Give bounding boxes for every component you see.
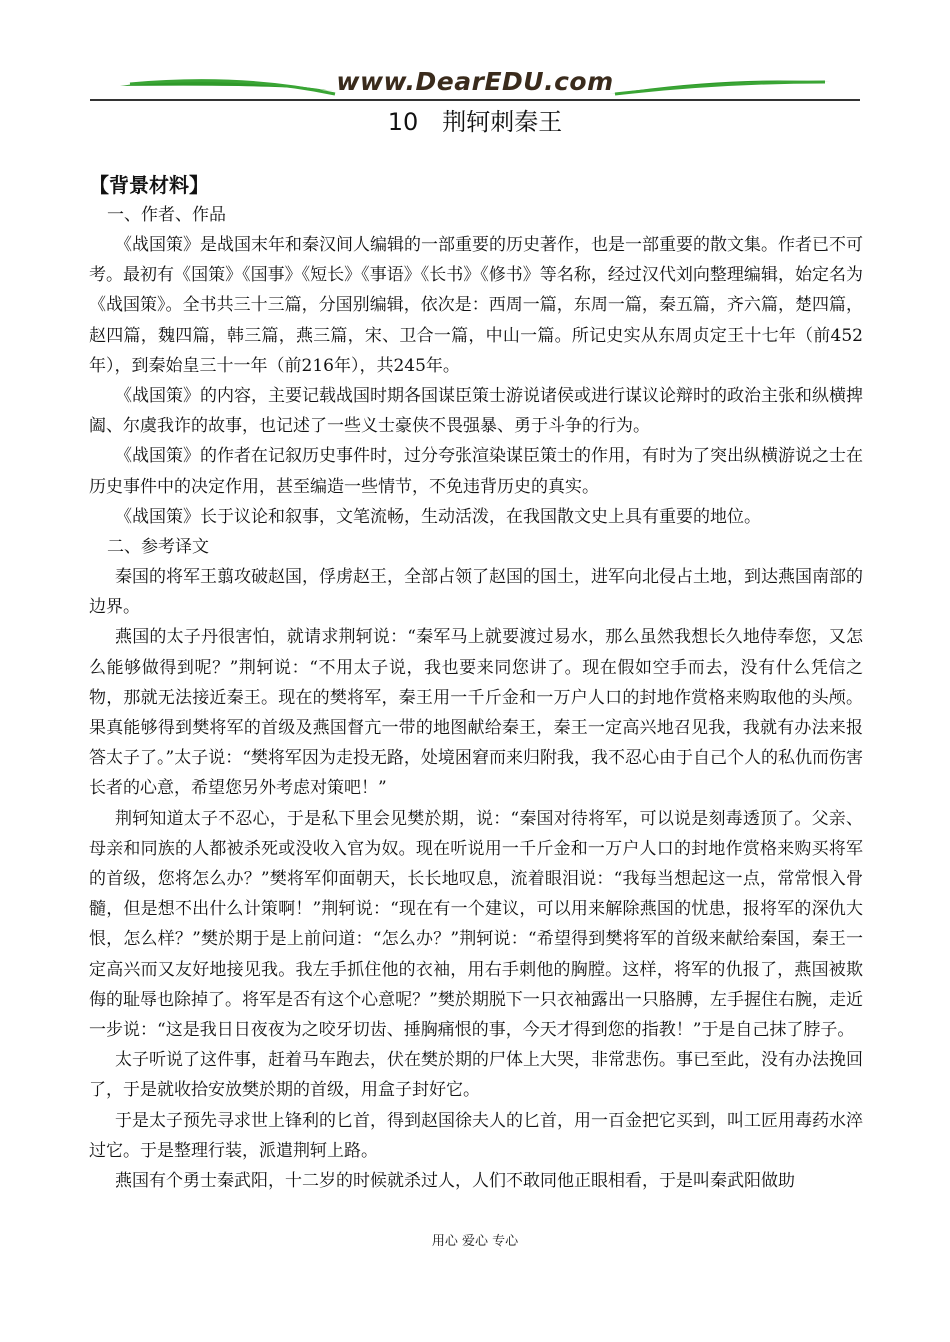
- header-divider: [90, 99, 860, 101]
- paragraph: 《战国策》是战国末年和秦汉间人编辑的一部重要的历史著作，也是一部重要的散文集。作者已不可考。最初有《国策》《国事》《短长》《事语》《长书》《修书》等名称，经过汉代刘向整理编辑，始定名为《战国策》。全书共三十三篇，分国别编辑，依次是：西周一篇，东周一篇，秦五篇，齐六篇，楚四篇，赵四篇，魏四篇，韩三篇，燕三篇，宋、卫合一篇，中山一篇。所记史实从东周贞定王十七年（前452年），到秦始皇三十一年（前216年），共245年。: [89, 235, 863, 376]
- document-body: [89, 170, 863, 1196]
- paragraph: 秦国的将军王翦攻破赵国，俘虏赵王，全部占领了赵国的国土，进军向北侵占土地，到达燕国南部的边界。: [89, 567, 863, 618]
- paragraph: 燕国的太子丹很害怕，就请求荆轲说：“秦军马上就要渡过易水，那么虽然我想长久地侍奉您，又怎么能够做得到呢？”荆轲说：“不用太子说，我也要来同您讲了。现在假如空手而去，没有什么凭信之物，那就无法接近秦王。现在的樊将军，秦王用一千斤金和一万户人口的封地作赏格来购取他的头颅。果真能够得到樊将军的首级及燕国督亢一带的地图献给秦王，秦王一定高兴地召见我，我就有办法来报答太子了。”太子说：“樊将军因为走投无路，处境困窘而来归附我，我不忍心由于自己个人的私仇而伤害长者的心意，希望您另外考虑对策吧！”: [89, 627, 863, 799]
- site-brand: www.DearEDU.com: [336, 67, 614, 96]
- paragraph: 《战国策》的内容，主要记载战国时期各国谋臣策士游说诸侯或进行谋议论辩时的政治主张和纵横捭阖、尔虞我诈的故事，也记述了一些义士豪侠不畏强暴、勇于斗争的行为。: [89, 386, 863, 437]
- section-heading: 【背景材料】: [89, 173, 209, 197]
- subheading-translation: 二、参考译文: [107, 537, 209, 558]
- paragraph: 太子听说了这件事，赶着马车跑去，伏在樊於期的尸体上大哭，非常悲伤。事已至此，没有办法挽回了，于是就收拾安放樊於期的首级，用盒子封好它。: [89, 1050, 863, 1101]
- page-title: 10 荆轲刺秦王: [387, 108, 563, 136]
- paragraph: 荆轲知道太子不忍心，于是私下里会见樊於期，说：“秦国对待将军，可以说是刻毒透顶了。父亲、母亲和同族的人都被杀死或没收入官为奴。现在听说用一千斤金和一万户人口的封地作赏格来购买将军的首级，您将怎么办？”樊将军仰面朝天，长长地叹息，流着眼泪说：“我每当想起这一点，常常恨入骨髓，但是想不出什么计策啊！”荆轲说：“现在有一个建议，可以用来解除燕国的忧患，报将军的深仇大恨，怎么样？”樊於期于是上前问道：“怎么办？”荆轲说：“希望得到樊将军的首级来献给秦国，秦王一定高兴而又友好地接见我。我左手抓住他的衣袖，用右手刺他的胸膛。这样，将军的仇报了，燕国被欺侮的耻辱也除掉了。将军是否有这个心意呢？”樊於期脱下一只衣袖露出一只胳膊，左手握住右腕，走近一步说：“这是我日日夜夜为之咬牙切齿、捶胸痛恨的事，今天才得到您的指教！”于是自己抹了脖子。: [89, 808, 863, 1041]
- paragraph: 于是太子预先寻求世上锋利的匕首，得到赵国徐夫人的匕首，用一百金把它买到，叫工匠用毒药水淬过它。于是整理行装，派遣荆轲上路。: [89, 1110, 863, 1161]
- paragraph: 《战国策》的作者在记叙历史事件时，过分夸张渲染谋臣策士的作用，有时为了突出纵横游说之士在历史事件中的决定作用，甚至编造一些情节，不免违背历史的真实。: [89, 446, 863, 497]
- subheading-author: 一、作者、作品: [107, 205, 226, 225]
- paragraph: 《战国策》长于议论和叙事，文笔流畅，生动活泼，在我国散文史上具有重要的地位。: [115, 506, 761, 527]
- paragraph: 燕国有个勇士秦武阳，十二岁的时候就杀过人，人们不敢同他正眼相看，于是叫秦武阳做助: [115, 1171, 795, 1192]
- header-banner: [90, 62, 860, 104]
- page-footer: 用心 爱心 专心: [431, 1234, 519, 1249]
